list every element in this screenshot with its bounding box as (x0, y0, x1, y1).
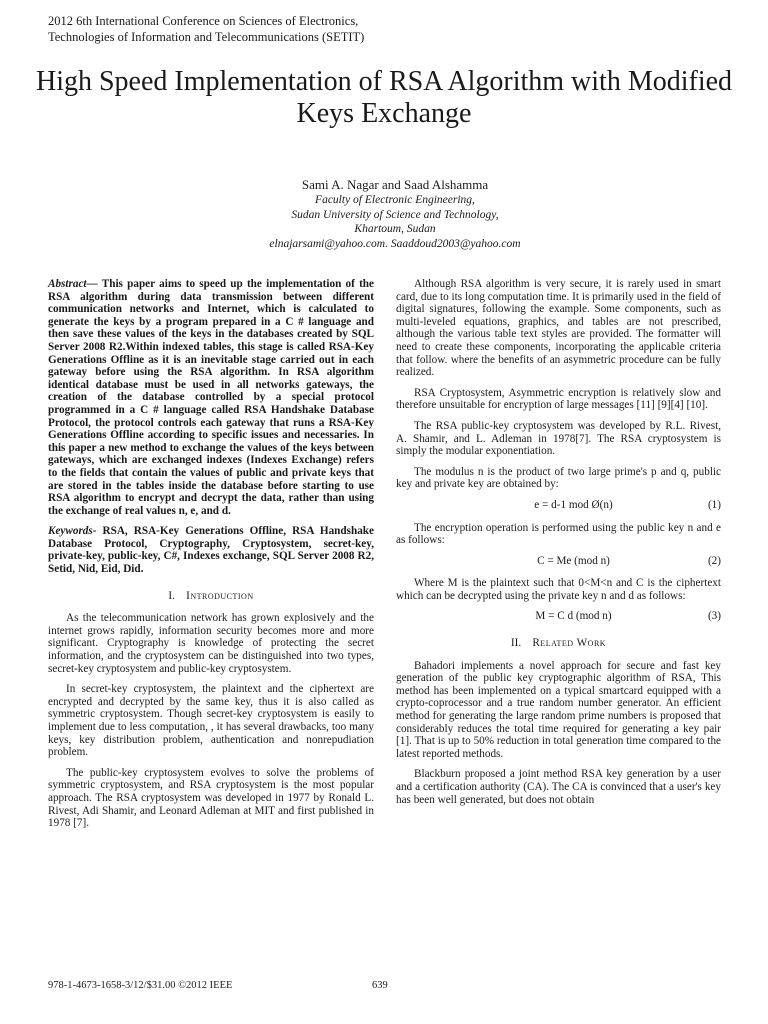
right-column (396, 278, 721, 814)
affiliation-faculty: Faculty of Electronic Engineering, (315, 194, 475, 206)
conference-header-line2: Technologies of Information and Telecommunications (SETIT) (48, 30, 365, 44)
body-paragraph: Bahadori implements a novel approach for secure and fast key generation of the public key cryptographic algorithm of RSA, This method has been implemented on a typical smartcard equipped with a crypto-coprocessor and a true random number generator. An efficient method for generating the large random prime numbers is proposed that considerably reduces the total time required for generating a key pair [1]. That is up to 50% reduction in total generation time compared to the latest reported methods. (396, 659, 721, 760)
affiliation (0, 193, 768, 251)
affiliation-university: Sudan University of Science and Technology, (291, 208, 499, 221)
section-title: Related Work (532, 637, 607, 650)
left-column (48, 278, 374, 838)
equation-2 (396, 555, 721, 568)
body-paragraph: The encryption operation is performed using the public key n and e as follows: (396, 521, 721, 547)
equation-number: (2) (707, 554, 721, 567)
section-heading-related-work (396, 637, 721, 650)
affiliation-emails: elnajarsami@yahoo.com. Saaddoud2003@yahoo.com (269, 237, 521, 250)
intro-paragraph: The public-key cryptosystem evolves to solve the problems of symmetric cryptosystem, and RSA cryptosystem is the most popular approach. The RSA cryptosystem was developed in 1977 by Ronald L. Rivest, Adi Shamir, and Leonard Adleman at MIT and first published in 1978 [7]. (48, 766, 374, 830)
keywords-text: RSA, RSA-Key Generations Offline, RSA Handshake Database Protocol, Cryptography, Cryptosystem, secret-key, private-key, public-key, C#, Indexes exchange, SQL Server 2008 R2, Setid, Nid, Eid, Did. (48, 525, 374, 576)
abstract-lead: Abstract— (48, 278, 98, 290)
body-paragraph: RSA Cryptosystem, Asymmetric encryption is relatively slow and therefore unsuitable for encryption of large messages [11] [9][4] [10]. (396, 386, 721, 412)
affiliation-city: Khartoum, Sudan (354, 223, 436, 235)
body-paragraph: The RSA public-key cryptosystem was developed by R.L. Rivest, A. Shamir, and L. Adleman in 1978[7]. The RSA cryptosystem is simply the modular exponentiation. (396, 419, 721, 458)
conference-header-line1: 2012 6th International Conference on Sciences of Electronics, (48, 14, 359, 28)
page-number: 639 (372, 980, 388, 991)
equation-3 (396, 610, 721, 623)
body-paragraph: The modulus n is the product of two large prime's p and q, public key and private key are obtained by: (396, 465, 721, 491)
equation-expression: M = C d (mod n) (535, 610, 612, 623)
abstract (48, 278, 374, 517)
intro-paragraph: As the telecommunication network has grown explosively and the internet grows rapidly, information security becomes more and more significant. Cryptography is knowledge of protecting the secret information, and the cryptosystem can be distinguished into two types, secret-key cryptosystem and public-key cryptosystem. (48, 612, 374, 675)
body-paragraph: Where M is the plaintext such that 0<M<n and C is the ciphertext which can be decrypted using the private key n and d as follows: (396, 577, 721, 602)
authors: Sami A. Nagar and Saad Alshamma (301, 177, 489, 192)
equation-expression: C = Me (mod n) (537, 554, 610, 567)
keywords (48, 525, 374, 575)
section-heading-introduction (48, 590, 374, 603)
section-number: I. (168, 589, 175, 602)
equation-expression: e = d-1 mod Ø(n) (534, 498, 613, 511)
equation-number: (1) (707, 498, 721, 511)
section-title: Introduction (186, 589, 254, 602)
equation-number: (3) (707, 610, 721, 623)
body-paragraph: Blackburn proposed a joint method RSA key generation by a user and a certification authority (CA). The CA is convinced that a user's key has been well generated, but does not obtain (396, 768, 721, 806)
section-number: II. (510, 637, 522, 650)
equation-1 (396, 499, 721, 512)
intro-paragraph: In secret-key cryptosystem, the plaintext and the ciphertext are encrypted and decrypted by the same key, thus it is also called as symmetric cryptosystem. Though secret-key cryptosystem is easily to implement due to less computation, , it has several drawbacks, too many keys, key distribution problem, authentication and nonrepudiation problem. (48, 683, 374, 759)
keywords-lead: Keywords- (48, 525, 97, 538)
abstract-text: This paper aims to speed up the implementation of the RSA algorithm during data transmission between different communication networks and Internet, which is calculated to generate the keys by a program prepared in a C # language and then save these values of the keys in the databases created by SQL Server 2008 R2.Within indexed tables, this stage is called RSA-Key Generations Offline as it is an inevitable stage carried out in each gateway before using the RSA algorithm. In RSA algorithm identical database must be used in all networks gateways, the creation of the database controlled by a special protocol programmed in a C # language called RSA Handshake Database Protocol, the protocol controls each gateway that runs a RSA-Key Generations Offline according to specific issues and necessaries. In this paper a new method to exchange the values of the keys between gateways, which are exchanged indexes (Indexes Exchange) refers to the fields that contain the values of public and private keys that are stored in the tables inside the database before starting to use RSA algorithm to encrypt and decrypt the data, rather than using the exchange of real values n, e, and d. (48, 278, 374, 517)
body-paragraph: Although RSA algorithm is very secure, it is rarely used in smart card, due to its long computation time. It is primarily used in the field of digital signatures, following the example. Some components, such as multi-leveled equations, graphics, and tables are not prescribed, although the various table text styles are provided. The formatter will need to create these components, incorporating the applicable criteria that follow. where the benefits of an asymmetric procedure can be fully realized. (396, 278, 721, 379)
footer-isbn: 978-1-4673-1658-3/12/$31.00 ©2012 IEEE (48, 980, 233, 991)
paper-title: High Speed Implementation of RSA Algorithm with Modified Keys Exchange (35, 66, 733, 129)
